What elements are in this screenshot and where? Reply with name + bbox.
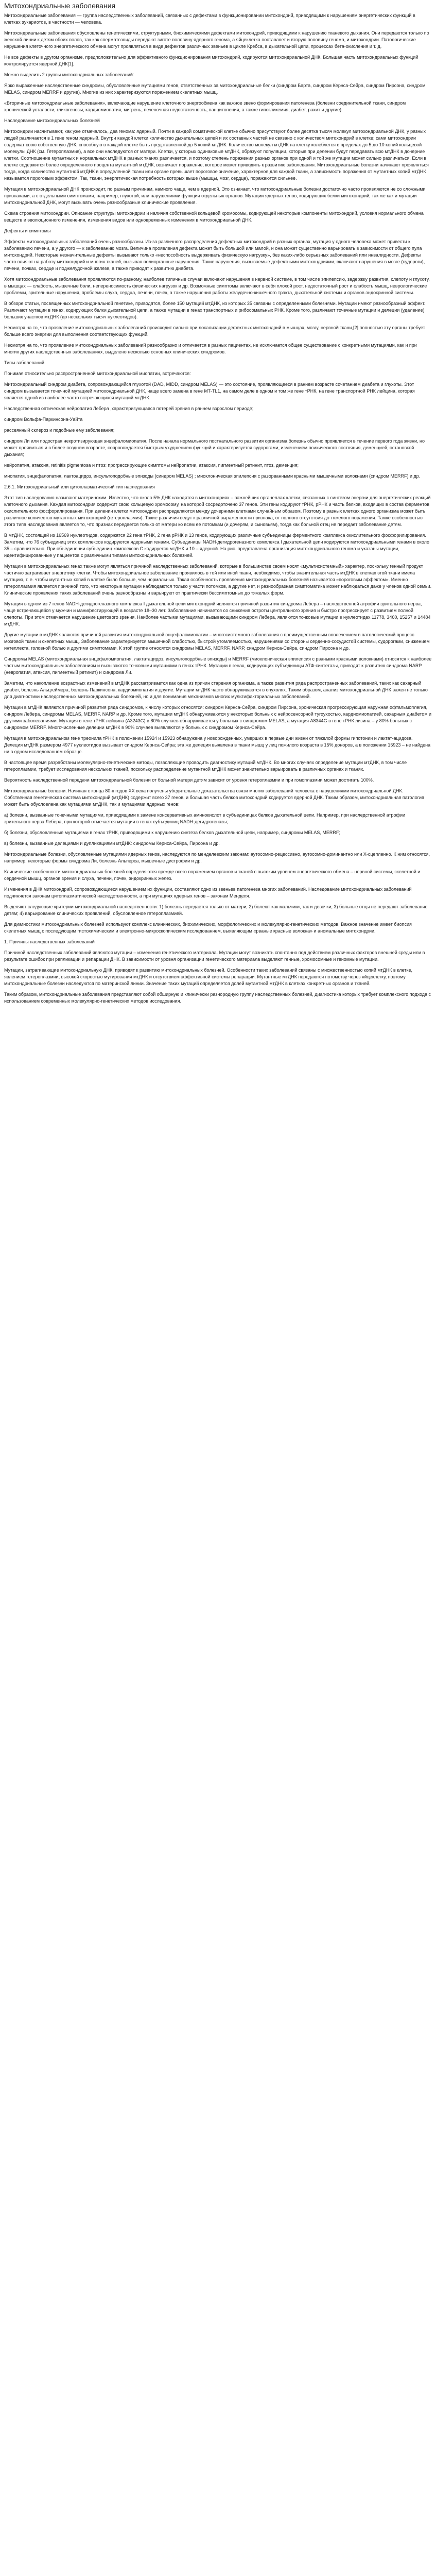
paragraph: В настоящее время разработаны молекулярно-генетические методы, позволяющие проводить диагностику мутаций мтДНК. Во многих случаях определение мутации мтДНК, в том числе гетероплазмии, требует исследования нескольких тканей, поскольку распределение мутантной мтДНК может значительно варьировать в различных органах и тканях. (4, 760, 407, 772)
paragraph: Митохондриальные заболевания — группа наследственных заболеваний, связанных с дефектами в функционировании митохондрий, приводящими к нарушениям энергетических функций в клетках эукариотов, в частности — человека. (4, 13, 415, 25)
paragraph: синдром Ли или подострая некротизирующая энцефаломиопатия. После начала нормального постнатального развития организма болезнь обычно проявляется в течение первого года жизни, но может проявиться и в более позднем возрасте, сопровождается быстрым ухудшением функций и характеризуется судорогами, изменением психического состояния, деменцией, остановкой дыхания; (4, 438, 425, 457)
paragraph: Мутации в одном из 7 генов NADH-дегидрогеназного комплекса I дыхательной цепи митохондрий являются причиной развития синдрома Лебера – наследственной атрофии зрительного нерва, чаще встречающейся у мужчин и манифестирующей в возрасте 18–30 лет. Заболевание начинается со снижения остроты центрального зрения и быстро прогрессирует с развитием полной слепоты. При этом отмечается нарушение цветового зрения. Наиболее частыми мутациями, вызывающими синдром Лебера, являются точковые мутации в нуклеотидах 11778, 3460, 15257 и 14484 мтДНК. (4, 601, 431, 626)
paragraph: нейропатия, атаксия, retinitis pigmentosa и птоз: прогрессирующие симптомы нейропатии, атаксия, пигментный ретинит, птоз, деменция; (4, 463, 299, 468)
article-body (4, 12, 432, 1005)
paragraph: Выделяют следующие критерии митохондриальной наследственности: 1) болезнь передается только от матери; 2) болеют как мальчики, так и девочки; 3) больные отцы не передают заболевание детям; 4) варьирование клинических проявлений, обусловленное гетероплазмией. (4, 904, 428, 916)
paragraph: Для диагностики митохондриальных болезней используют комплекс клинических, биохимических, морфологических и молекулярно-генетических методов. Важное значение имеет биопсия скелетных мышц с последующим гистохимическим и электронно-микроскопическим исследованием, выявляющим «рваные красные волокна» и аномальные митохондрии. (4, 922, 412, 934)
paragraph: в) болезни, вызванные делециями и дупликациями мтДНК: синдромы Кернса-Сейра, Пирсона и др. (4, 841, 220, 846)
paragraph: Таким образом, митохондриальные заболевания представляют собой обширную и клинически разнородную группу наследственных болезней, диагностика которых требует комплексного подхода с использованием современных молекулярно-генетических методов исследования. (4, 992, 431, 1004)
paragraph: б) болезни, обусловленные мутациями в генах тРНК, приводящими к нарушению синтеза белков дыхательной цепи, например, синдромы MELAS, MERRF; (4, 830, 340, 835)
paragraph: В мтДНК, состоящей из 16569 нуклеотидов, содержатся 22 гена тРНК, 2 гена рРНК и 13 генов, кодирующих различные субъединицы ферментного комплекса окислительного фосфорилирования. Заметим, что 76 субъединиц этих комплексов кодируются ядерными генами. Субъединицы NADH-дегидрогеназного комплекса I дыхательной цепи кодируются митохондриальными генами в около 35 – сравнительно. При объединении субъединиц комплексов С кодируется мтДНК и 10 – ядерной. На рис. представлена организация митохондриального генома и указаны мутации, идентифицированные у пациентов с различными типами митохондриальных болезней. (4, 533, 429, 558)
paragraph: Несмотря на то, что проявление митохондриальных заболеваний происходит сильно при локализации дефектных митохондрий в мышцах, мозгу, нервной ткани,[2] полностью эту органы требует больше всего энергии для выполнения соответствующих функций. (4, 325, 425, 337)
paragraph: Митохондриальные заболевания обусловлены генетическими, структурными, биохимическими дефектами митохондрий, приводящими к нарушению тканевого дыхания. Они передаются только по женской линии к детям обоих полов, так как сперматозоиды передают зиготе половину ядерного генома, а яйцеклетка поставляет и вторую половину генома, и митохондрии. Патологические нарушения клеточного энергетического обмена могут проявляться в виде дефектов различных звеньев в цикле Кребса, в дыхательной цепи, процессах бета-окисления и т. д. (4, 30, 429, 49)
paragraph: Можно выделить 2 группы митохондриальных заболеваний: (4, 72, 134, 77)
paragraph: Синдромы MELAS (митохондриальная энцефаломиопатия, лактатацидоз, инсультоподобные эпизоды) и MERRF (миоклоническая эпилепсия с рваными красными волокнами) относятся к наиболее частым митохондриальным заболеваниям и вызываются точковыми мутациями в генах тРНК. Мутации в генах, кодирующих субъединицы АТФ-синтетазы, приводят к развитию синдрома NARP (невропатия, атаксия, пигментный ретинит) и синдрома Ли. (4, 656, 432, 675)
paragraph: Мутации в мтДНК являются причиной развития ряда синдромов, к числу которых относятся: синдром Кернса-Сейра, синдром Пирсона, хроническая прогрессирующая наружная офтальмоплегия, синдром Лебера, синдромы MELAS, MERRF, NARP и др. Кроме того, мутации мтДНК обнаруживаются у некоторых больных с нейросенсорной тугоухостью, кардиомиопатией, сахарным диабетом и другими заболеваниями. Мутация в гене тРНК лейцина (A3243G) в 80% случаев обнаруживается у больных с синдромом MELAS, а мутация A8344G в гене тРНК лизина – у 80% больных с синдромом MERRF. Многочисленные делеции мтДНК в 90% случаев выявляются у больных с синдромом Кернса-Сейра. (4, 705, 432, 730)
article (0, 0, 436, 1015)
paragraph: Ярко выраженные наследственные синдромы, обусловленные мутациями генов, ответственных за митохондриальные белки (синдром Барта, синдром Кернса-Сейра, синдром Пирсона, синдром MELAS, синдром MERRF и другие). Многие из них характеризуются поражением скелетных мышц. (4, 83, 426, 95)
paragraph: Типы заболеваний (4, 360, 45, 365)
paragraph: Несмотря на то, что проявление митохондриальных заболеваний разнообразно и отличается в разных пациентах, не исключается общее существование с конкретными мутациями, как и при многих других наследственных заболеваниях, выделено несколько основных клинических синдромов. (4, 343, 417, 354)
paragraph: Митохондрии насчитывают, как уже отмечалось, два генома: ядерный. Почти в каждой соматической клетке обычно присутствуют более десятка тысяч молекул митохондриальной ДНК, у разных людей различается в 1 гене геном ядерный. Внутри каждой клетки количество дыхательных цепей и их составных частей не связано с количеством митохондрий в клетке; сами митохондрии содержат свою собственную ДНК, способную в каждой клетке быть представленной до 5 копий мтДНК. Количество молекул мтДНК на клетку колеблется в пределах до 5 до 10 копий кольцевой молекулы ДНК (см. Гетероплазмия), а все они наследуются от матери. Клетки, у которых одинаковые мтДНК, образуют популяции, которые при делении будут передавать всю мтДНК в дочерние клетки. Соотношение мутантных и нормальных мтДНК в разных тканях различается, и поэтому степень поражения разных органов при одной и той же мутации может сильно различаться. Если в клетке содержится более определенного процента мутантной мтДНК, возникает поражение, которое может приводить к развитию заболевания. Митохондриальные болезни начинают проявляться тогда, когда количество мутантной мтДНК в определенной ткани или органе превышает пороговое значение, характерное для каждой ткани, а зависимость поражения от мутантных копий мтДНК называется пороговым эффектом. Так, ткани, энергетическая потребность которых выше (мышцы, мозг, сердце), поражаются сильнее. (4, 129, 429, 181)
paragraph: Вероятность наследственной передачи митохондриальной болезни от больной матери детям зависит от уровня гетероплазмии и при гомоплазмии может достигать 100%. (4, 777, 374, 783)
paragraph: Этот тип наследования называют материнским. Известно, что около 5% ДНК находятся в митохондриях – важнейших органеллах клетки, связанных с синтезом энергии для энергетических реакций клеточного дыхания. Каждая митохондрия содержит свою кольцевую хромосому, на которой сосредоточено 37 генов. Эти гены кодируют тРНК, рРНК и часть белков, входящих в состав ферментов окислительного фосфорилирования. При делении клетки митохондрии распределяются между дочерними клетками случайным образом. Поэтому в разных клетках одного организма может быть различное количество мутантных митохондрий (гетероплазмия). Такие различия ведут к различной выраженности признака, от полного отсутствия до тяжелого поражения. Также особенностью этого типа наследования является то, что признак передается только от матери ко всем ее потомкам (и дочерям, и сыновьям), тогда как больной отец не передает заболевание детям. (4, 495, 431, 527)
paragraph: Другие мутации в мтДНК являются причиной развития митохондриальной энцефаломиопатии – многосистемного заболевания с преимущественным вовлечением в патологический процесс мозговой ткани и скелетных мышц. Заболевание характеризуется мышечной слабостью, быстрой утомляемостью, нарушениями со стороны сердечно-сосудистой системы, судорогами, снижением интеллекта, головной болью и другими симптомами. К этой группе относятся синдромы MELAS, MERRF, NARP, синдром Кернса-Сейра, синдром Пирсона и др. (4, 632, 430, 651)
paragraph: а) болезни, вызванные точечными мутациями, приводящими к замене консервативных аминокислот в субъединицах белков дыхательной цепи. Например, при наследственной атрофии зрительного нерва Лебера, при которой отмечается мутации в генах субъединиц NADH-дегидрогеназы; (4, 812, 406, 824)
paragraph: В обзоре статьи, посвященных митохондриальной генетике, приводятся, более 150 мутаций мтДНК, из которых 35 связаны с определенными болезнями. Мутации имеют разнообразный эффект. Различают мутации в генах, кодирующих белки дыхательной цепи, а также мутации в генах транспортных и рибосомальных РНК. Кроме того, различают точечные мутации и делеции (удаление) больших участков мтДНК (до нескольких тысяч нуклеотидов). (4, 301, 426, 319)
paragraph: синдром Вольфа-Паркинсона-Уайта (4, 417, 83, 422)
paragraph: Схема строения митохондрии. Описание структуры митохондрии и наличия собственной кольцевой хромосомы, кодирующей некоторые компоненты митохондрий, условия нормального обмена веществ и эволюционного изменения, изменения видов или одновременных изменения в митохондриальной ДНК. (4, 211, 424, 223)
paragraph: «Вторичные митохондриальные заболевания», включающие нарушение клеточного энергообмена как важное звено формирования патогенеза (болезни соединительной ткани, синдром хронической усталости, гликогенозы, кардиомиопатия, мигрень, печеночная недостаточность, панцитопения, а также гипогликемия, диабет, рахит и другие). (4, 100, 406, 112)
paragraph: Хотя митохондриальные заболевания проявляются по-разному, наиболее типичные случаи включают нарушения в нервной системе, в том числе эпилепсию, задержку развития, слепоту и глухоту, в мышцах — слабость, мышечные боли, непереносимость физических нагрузок и др. Возможные симптомы включают в себя плохой рост, недостаточный рост и слабость мышц, неврологические проблемы, зрительные нарушения, проблемы слуха, сердца, печени, почек, а также нарушения работы желудочно-кишечного тракта, дыхательной системы и органов эндокринной системы. (4, 277, 430, 295)
paragraph: Наследование митохондриальных болезней (4, 118, 100, 123)
paragraph: миопатия, энцефалопатия, лактоацидоз, инсультоподобные эпизоды (синдром MELAS) ; миоклоническая эпилепсия с разорванными красными мышечными волокнами (синдром MERRF) и др. (4, 473, 421, 479)
paragraph: Мутация в митохондриальной ДНК происходит, по разным причинам, намного чаще, чем в ядерной. Это означает, что митохондриальные болезни достаточно часто проявляются не со сложными признаками, а с отдельными симптомами, например, глухотой, или нарушениями функции отдельных органов. Мутации ядерных генов, кодирующих белки митохондрий, так же как и мутации митохондриальной ДНК, могут вызывать очень разнообразные клинические проявления. (4, 187, 426, 205)
paragraph: Изменения в ДНК митохондрий, сопровождающиеся нарушением их функции, составляют одно из звеньев патогенеза многих заболеваний. Наследование митохондриальных заболеваний подчиняется законам цитоплазматической наследственности, а при мутациях ядерных генов – законам Менделя. (4, 887, 412, 899)
paragraph: Наследственная оптическая нейропатия Лебера ,характеризующаяся потерей зрения в раннем взрослом периоде; (4, 406, 254, 411)
paragraph: Дефекты и симптомы (4, 228, 51, 233)
paragraph: Не все дефекты в другом организме, предположительно для эффективного функционирования митохондрий, кодируются митохондриальной ДНК. Большая часть митохондриальных функций контролируется ядерной ДНК[1]. (4, 55, 418, 66)
paragraph: 2.6.1. Митохондриальный или цитоплазматический тип наследования (4, 484, 155, 489)
paragraph: Митохондриальные болезни. Начиная с конца 80-х годов XX века получены убедительные доказательства связи многих заболеваний человека с нарушениями митохондриальной ДНК. Собственная генетическая система митохондрий (мтДНК) содержит всего 37 генов, и большая часть белков митохондрий кодируется ядерной ДНК. Таким образом, митохондриальная патология может быть обусловлена как мутациями мтДНК, так и мутациями ядерных генов: (4, 788, 424, 807)
paragraph: Заметим, что накопление возрастных изменений в мтДНК рассматривается как одна из причин старения организма, а также развития ряда распространенных заболеваний, таких как сахарный диабет, болезнь Альцгеймера, болезнь Паркинсона, кардиомиопатия и другие. Мутации мтДНК часто обнаруживаются в опухолях. Таким образом, анализ митохондриальной ДНК важен не только для диагностики наследственных митохондриальных болезней, но и для понимания механизмов многих мультифакториальных заболеваний. (4, 681, 428, 699)
paragraph: Мутация в митохондриальном гене треонила тРНК в положении 15924 и 15923 обнаружена у новорожденных, умерших в первые дни жизни от тяжелой формы гипотонии и лактат-ацидоза. Делеция мтДНК размером 4977 нуклеотидов вызывает синдром Кернса-Сейра; эта же делеция выявлена в ткани мышц у лиц пожилого возраста в 15% доноров, а в положении 15923 – не найдена ни в одном исследованном образце. (4, 736, 431, 754)
paragraph: Эффекты митохондриальных заболеваний очень разнообразны. Из-за различного распределения дефектных митохондрий в разных органах, мутация у одного человека может привести к заболеванию печени, а у другого — к заболеванию мозга. Величина проявления дефекта может быть большой или малой, и она может существенно варьировать в зависимости от общего пула митохондрий. Некоторые незначительные дефекты вызывают только «неспособность выдерживать физическую нагрузку», без каких-либо серьезных заболеваний или инвалидности. Дефекты часто влияют на работу митохондрий и многих тканей, вызывая полиорганные нарушения. Такие нарушения, вызываемые дефектными митохондриями, включают нарушения в мозге (судороги), печени, почках, сердце и поджелудочной железе, а также приводят к развитию диабета. (4, 239, 425, 271)
paragraph: Мутации, затрагивающие митохондриальную ДНК, приводят к развитию митохондриальных болезней. Особенности таких заболеваний связаны с множественностью копий мтДНК в клетке, явлением гетероплазмии, высокой скоростью мутирования мтДНК и отсутствием эффективной системы репарации. Мутантные мтДНК передаются потомству через яйцеклетку, поэтому митохондриальные болезни наследуются по материнской линии. Значение таких мутаций определяется долей мутантной мтДНК в клетках конкретных органов и тканей. (4, 968, 412, 986)
paragraph: Понимая относительно распространенной митохондриальной миопатии, встречаются: (4, 371, 191, 376)
paragraph: 1. Причины наследственных заболеваний (4, 939, 95, 944)
paragraph: рассеянный склероз и подобные ему заболевания; (4, 428, 115, 433)
paragraph: Причиной наследственных заболеваний являются мутации – изменения генетического материала. Мутации могут возникать спонтанно под действием различных факторов внешней среды или в результате ошибок при репликации и репарации ДНК. В зависимости от уровня организации генетического материала выделяют генные, хромосомные и геномные мутации. (4, 950, 425, 962)
paragraph: Митохондриальные болезни, обусловленные мутациями ядерных генов, наследуются по менделевским законам: аутосомно-рецессивно, аутосомно-доминантно или X-сцепленно. К ним относятся, например, некоторые формы синдрома Ли, болезнь Альперса, мышечные дистрофии и др. (4, 852, 430, 863)
page-title: Митохондриальные заболевания (4, 2, 116, 10)
paragraph: Митохондриальный синдром диабета, сопровождающийся глухотой (DAD, MIDD, синдром MELAS) — это состояние, проявляющееся в раннем возрасте сочетанием диабета и глухоты. Этот синдром вызывается точечной мутацией митохондриальной ДНК, чаще всего замена в гене MT-TL1, на самом деле в одном и том же гене тРНК, на гене транспортной РНК лейцина, которая является одной из наиболее часто встречающихся мутаций мтДНК. (4, 382, 415, 400)
paragraph: Мутации в митохондриальных генах также могут являться причиной наследственных заболеваний, которые в большинстве своем носят «мультисистемный» характер, поскольку генный продукт частично затрагивает энергетику клетки. Чтобы митохондриальное заболевание проявилось в той или иной ткани, необходимо, чтобы значительная часть мтДНК в клетках этой ткани имела мутацию, т. е. чтобы мутантных копий в клетке было больше, чем нормальных. Такая особенность проявления митохондриальных болезней называется «пороговым эффектом». Именно гетероплазмия является причиной того, что некоторые мутации наблюдаются только у части потомков, а другие нет, и разнообразная симптоматика может наблюдаться даже у членов одной семьи. Клинические проявления таких заболеваний очень разнообразны и варьируют от практически бессимптомных до тяжелых форм. (4, 564, 432, 596)
paragraph: Клинические особенности митохондриальных болезней определяются прежде всего поражением органов и тканей с высоким уровнем энергетического обмена – нервной системы, скелетной и сердечной мышц, органов зрения и слуха, печени, почек, эндокринных желез. (4, 869, 421, 881)
